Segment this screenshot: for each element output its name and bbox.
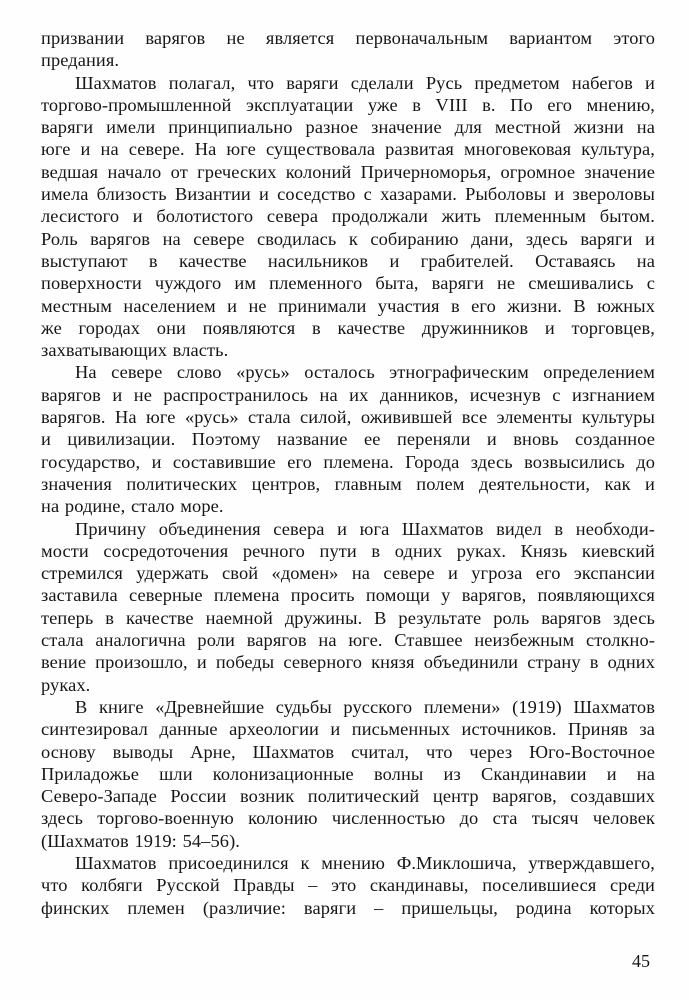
text-line: стремился удержать свой «домен» на севере и угроза его экспансии <box>41 563 655 584</box>
text-line: имела близость Византии и соседство с хазарами. Рыболовы и звероловы <box>41 184 655 205</box>
text-line: мости сосредоточения речного пути в одних руках. Князь киевский <box>41 540 655 561</box>
text-line: вение произошло, и победы северного князя объединили страну в одних <box>41 652 655 673</box>
paragraph <box>41 72 655 362</box>
paragraph <box>41 696 655 852</box>
text-line: лесистого и болотистого севера продолжали жить племенным бытом. <box>41 206 655 227</box>
text-line: здесь торгово-военную колонию численностью до ста тысяч человек <box>41 808 655 829</box>
text-line: Приладожье шли колонизационные волны из Скандинавии и на <box>41 763 655 784</box>
text-line: В книге «Древнейшие судьбы русского племени» (1919) Шахматов <box>75 696 655 717</box>
text-line: основу выводы Арне, Шахматов считал, что через Юго-Восточное <box>41 741 655 762</box>
text-line: торгово-промышленной эксплуатации уже в VIII в. По его мнению, <box>41 94 655 115</box>
text-line: стала аналогична роли варягов на юге. Ставшее неизбежным столкно- <box>41 630 655 651</box>
text-line: на родине, стало море. <box>41 496 224 517</box>
text-line: государство, и составившие его племена. Города здесь возвысились до <box>41 451 655 472</box>
text-line: варягов. На юге «русь» стала силой, оживившей все элементы культуры <box>41 407 655 428</box>
text-line: ведшая начало от греческих колоний Причерноморья, огромное значение <box>41 161 655 182</box>
text-line: варяги имели принципиально разное значение для местной жизни на <box>41 117 655 138</box>
text-line: что колбяги Русской Правды – это скандинавы, поселившиеся среди <box>41 875 655 896</box>
text-line: и цивилизации. Поэтому название ее переняли и вновь созданное <box>41 429 655 450</box>
text-line: юге и на севере. На юге существовала развитая многовековая культура, <box>41 139 655 160</box>
text-line: предания. <box>41 50 120 71</box>
text-line: Роль варягов на севере сводилась к собиранию дани, здесь варяги и <box>41 228 655 249</box>
text-line: Северо-Западе России возник политический центр варягов, создавших <box>41 786 655 807</box>
text-line: выступают в качестве насильников и грабителей. Оставаясь на <box>41 250 655 271</box>
text-line: теперь в качестве наемной дружины. В результате роль варягов здесь <box>41 607 655 628</box>
paragraph <box>41 361 655 517</box>
text-line: местным населением и не принимали участия в его жизни. В южных <box>41 295 655 316</box>
text-line: Шахматов полагал, что варяги сделали Русь предметом набегов и <box>75 72 655 93</box>
text-line: захватывающих власть. <box>41 340 229 361</box>
text-line: Шахматов присоединился к мнению Ф.Миклошича, утверждавшего, <box>75 852 655 873</box>
text-line: значения политических центров, главным полем деятельности, как и <box>41 473 655 494</box>
paragraph <box>41 27 655 72</box>
text-line: варягов и не распространилось на их данников, исчезнув с изгнанием <box>41 384 655 405</box>
text-line: На севере слово «русь» осталось этнографическим определением <box>75 362 655 383</box>
page-number: 45 <box>632 951 650 971</box>
text-line: же городах они появляются в качестве дружинников и торговцев, <box>41 317 655 338</box>
text-line: поверхности чуждого им племенного быта, варяги не смешивались с <box>41 273 655 294</box>
text-line: призвании варягов не является первоначальным вариантом этого <box>41 28 655 48</box>
paragraph <box>41 852 655 919</box>
text-line: синтезировал данные археологии и письменных источников. Приняв за <box>41 719 655 740</box>
text-line: финских племен (различие: варяги – пришельцы, родина которых <box>41 897 655 918</box>
paragraph <box>41 518 655 696</box>
text-line: руках. <box>41 674 91 695</box>
text-line: (Шахматов 1919: 54–56). <box>41 830 240 851</box>
text-line: заставила северные племена просить помощи у варягов, появляющихся <box>41 585 655 606</box>
text-block <box>41 27 655 919</box>
text-line: Причину объединения севера и юга Шахматов видел в необходи- <box>75 518 655 539</box>
